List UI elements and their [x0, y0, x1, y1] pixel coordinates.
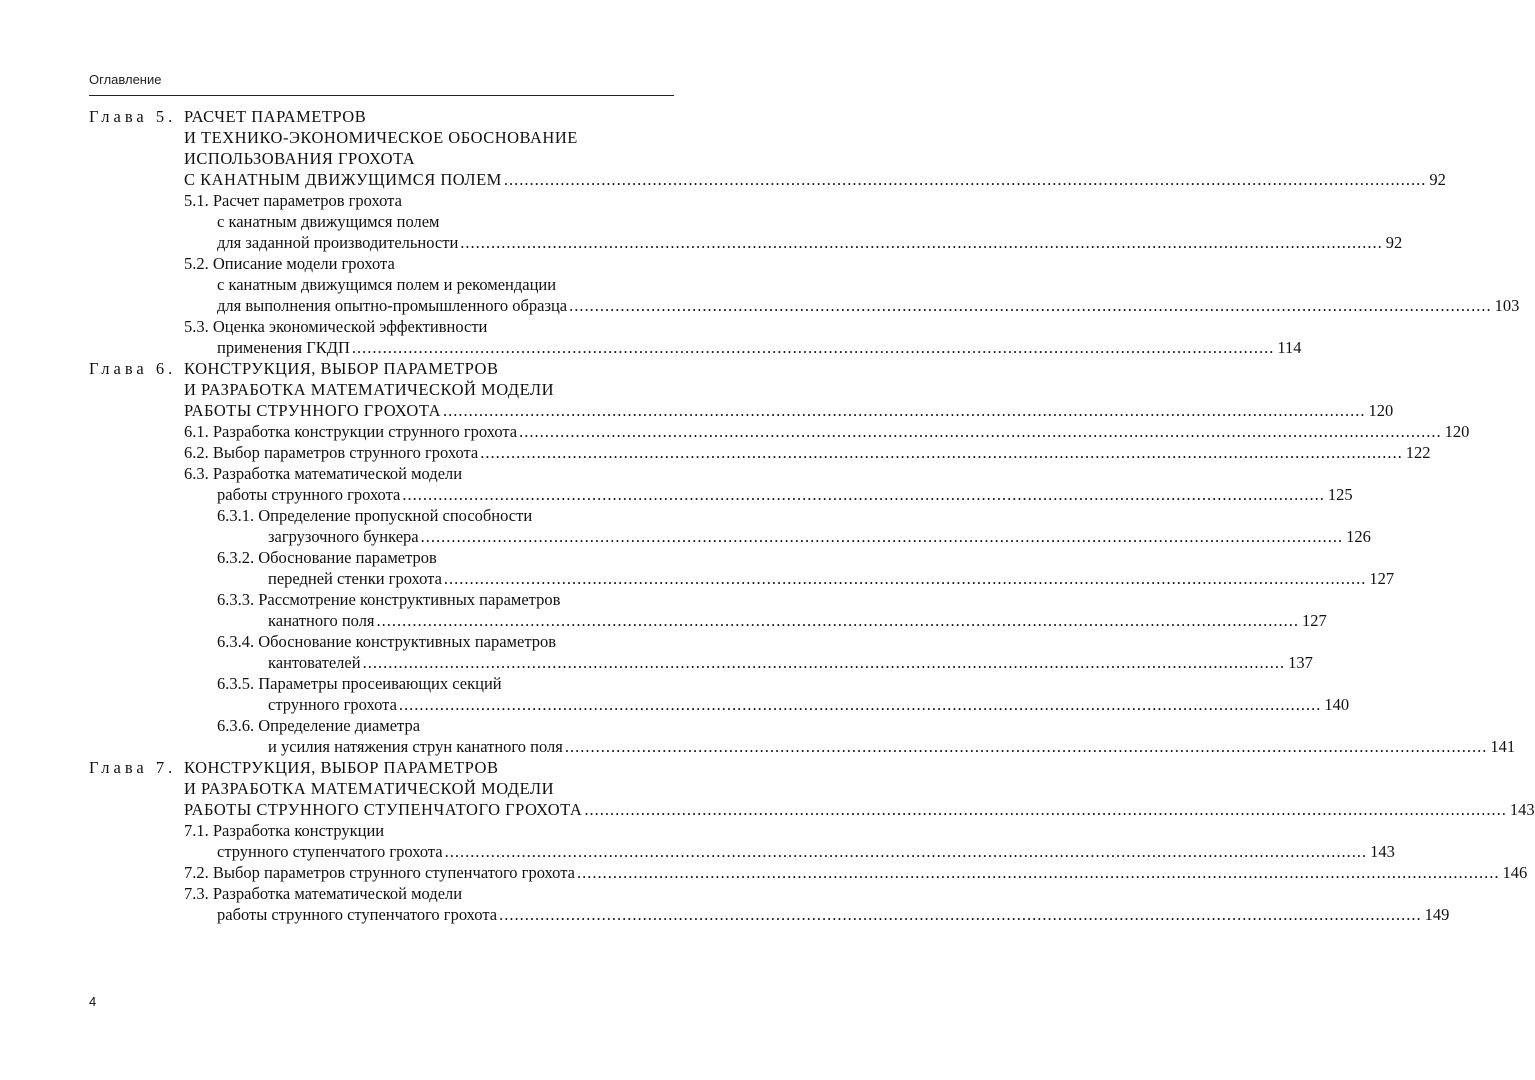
subsection-6-3-1-page: 126 — [1346, 527, 1371, 546]
section-5-3-page: 114 — [1277, 338, 1302, 357]
section-7-1-entry[interactable] — [217, 841, 1395, 862]
dot-leader: .................................................................................................................................................................................... — [564, 737, 1488, 756]
chapter-5-title-line: ИСПОЛЬЗОВАНИЯ ГРОХОТА — [184, 149, 416, 168]
section-5-1-line: с канатным движущимся полем — [217, 212, 440, 231]
section-5-1-page: 92 — [1385, 233, 1403, 252]
section-7-1-line: струнного ступенчатого грохота — [217, 842, 443, 861]
section-5-1-entry[interactable] — [217, 232, 1403, 253]
dot-leader: .................................................................................................................................................................................... — [460, 233, 1383, 252]
subsection-6-3-3-line: канатного поля — [268, 611, 375, 630]
chapter-5-label: Глава 5. — [89, 107, 177, 126]
dot-leader: .................................................................................................................................................................................... — [569, 296, 1492, 315]
section-6-3-line: 6.3. Разработка математической модели — [184, 464, 463, 483]
subsection-6-3-3-line: 6.3.3. Рассмотрение конструктивных параметров — [217, 590, 561, 609]
chapter-5-title-line: И ТЕХНИКО-ЭКОНОМИЧЕСКОЕ ОБОСНОВАНИЕ — [184, 128, 578, 147]
section-7-3-line: 7.3. Разработка математической модели — [184, 884, 463, 903]
chapter-6-title-line: КОНСТРУКЦИЯ, ВЫБОР ПАРАМЕТРОВ — [184, 359, 499, 378]
section-7-1-line: 7.1. Разработка конструкции — [184, 821, 385, 840]
subsection-6-3-5-entry[interactable] — [268, 694, 1350, 715]
section-5-2-line: 5.2. Описание модели грохота — [184, 254, 395, 273]
section-5-3-line: применения ГКДП — [217, 338, 350, 357]
dot-leader: .................................................................................................................................................................................... — [351, 338, 1275, 357]
chapter-5-page: 92 — [1429, 170, 1446, 189]
section-6-2-line: 6.2. Выбор параметров струнного грохота — [184, 443, 479, 462]
subsection-6-3-6-entry[interactable] — [268, 736, 1516, 757]
chapter-5-title-line: С КАНАТНЫМ ДВИЖУЩИМСЯ ПОЛЕМ — [184, 170, 502, 189]
subsection-6-3-1-line: загрузочного бункера — [268, 527, 419, 546]
section-7-3-page: 149 — [1424, 905, 1450, 924]
subsection-6-3-3-page: 127 — [1302, 611, 1327, 630]
section-6-1-page: 120 — [1444, 422, 1470, 441]
section-6-1-entry[interactable] — [184, 421, 1470, 442]
chapter-7-page: 143 — [1509, 800, 1535, 819]
section-7-2-entry[interactable] — [184, 862, 1528, 883]
section-5-2-entry[interactable] — [217, 295, 1520, 316]
chapter-7-title-line: КОНСТРУКЦИЯ, ВЫБОР ПАРАМЕТРОВ — [184, 758, 499, 777]
subsection-6-3-6-line: 6.3.6. Определение диаметра — [217, 716, 421, 735]
section-6-3-entry[interactable] — [217, 484, 1353, 505]
dot-leader: .................................................................................................................................................................................... — [584, 800, 1507, 819]
chapter-6-title-line: И РАЗРАБОТКА МАТЕМАТИЧЕСКОЙ МОДЕЛИ — [184, 380, 555, 399]
dot-leader: .................................................................................................................................................................................... — [499, 905, 1422, 924]
chapter-5-entry[interactable] — [184, 169, 1446, 190]
dot-leader: .................................................................................................................................................................................... — [519, 422, 1442, 441]
dot-leader: .................................................................................................................................................................................... — [376, 611, 1300, 630]
subsection-6-3-2-entry[interactable] — [268, 568, 1395, 589]
subsection-6-3-5-line: струнного грохота — [268, 695, 397, 714]
section-6-3-page: 125 — [1327, 485, 1353, 504]
section-6-2-page: 122 — [1405, 443, 1431, 462]
section-7-3-line: работы струнного ступенчатого грохота — [217, 905, 498, 924]
dot-leader: .................................................................................................................................................................................... — [503, 170, 1427, 189]
subsection-6-3-4-line: кантователей — [268, 653, 361, 672]
section-5-3-line: 5.3. Оценка экономической эффективности — [184, 317, 488, 336]
section-7-2-page: 146 — [1502, 863, 1528, 882]
chapter-7-entry[interactable] — [184, 799, 1535, 820]
dot-leader: .................................................................................................................................................................................... — [420, 527, 1344, 546]
dot-leader: .................................................................................................................................................................................... — [443, 569, 1367, 588]
chapter-5-title-line: РАСЧЕТ ПАРАМЕТРОВ — [184, 107, 367, 126]
subsection-6-3-2-line: 6.3.2. Обоснование параметров — [217, 548, 437, 567]
dot-leader: .................................................................................................................................................................................... — [480, 443, 1403, 462]
subsection-6-3-1-entry[interactable] — [268, 526, 1371, 547]
subsection-6-3-5-line: 6.3.5. Параметры просеивающих секций — [217, 674, 502, 693]
subsection-6-3-3-entry[interactable] — [268, 610, 1327, 631]
subsection-6-3-6-page: 141 — [1490, 737, 1516, 756]
subsection-6-3-1-line: 6.3.1. Определение пропускной способности — [217, 506, 533, 525]
chapter-6-title-line: РАБОТЫ СТРУННОГО ГРОХОТА — [184, 401, 442, 420]
subsection-6-3-2-page: 127 — [1369, 569, 1395, 588]
chapter-7-title-line: РАБОТЫ СТРУННОГО СТУПЕНЧАТОГО ГРОХОТА — [184, 800, 583, 819]
chapter-6-page: 120 — [1368, 401, 1394, 420]
section-5-2-line: с канатным движущимся полем и рекомендации — [217, 275, 557, 294]
chapter-6-entry[interactable] — [184, 400, 1394, 421]
subsection-6-3-6-line: и усилия натяжения струн канатного поля — [268, 737, 563, 756]
page-number: 4 — [89, 994, 97, 1009]
subsection-6-3-2-line: передней стенки грохота — [268, 569, 442, 588]
chapter-7-title-line: И РАЗРАБОТКА МАТЕМАТИЧЕСКОЙ МОДЕЛИ — [184, 779, 555, 798]
section-5-1-line: для заданной производительности — [217, 233, 459, 252]
chapter-6-label: Глава 6. — [89, 359, 177, 378]
section-6-2-entry[interactable] — [184, 442, 1431, 463]
section-7-1-page: 143 — [1370, 842, 1395, 861]
dot-leader: .................................................................................................................................................................................... — [444, 842, 1368, 861]
dot-leader: .................................................................................................................................................................................... — [402, 485, 1325, 504]
dot-leader: .................................................................................................................................................................................... — [398, 695, 1322, 714]
section-6-1-line: 6.1. Разработка конструкции струнного грохота — [184, 422, 518, 441]
dot-leader: .................................................................................................................................................................................... — [362, 653, 1286, 672]
subsection-6-3-4-page: 137 — [1288, 653, 1313, 672]
subsection-6-3-4-entry[interactable] — [268, 652, 1313, 673]
section-6-3-line: работы струнного грохота — [217, 485, 401, 504]
subsection-6-3-5-page: 140 — [1324, 695, 1350, 714]
dot-leader: .................................................................................................................................................................................... — [443, 401, 1366, 420]
section-5-3-entry[interactable] — [217, 337, 1302, 358]
header-rule — [89, 95, 674, 96]
running-header: Оглавление — [89, 72, 162, 87]
section-5-2-line: для выполнения опытно-промышленного образца — [217, 296, 568, 315]
chapter-7-label: Глава 7. — [89, 758, 177, 777]
dot-leader: .................................................................................................................................................................................... — [576, 863, 1500, 882]
section-5-2-page: 103 — [1494, 296, 1520, 315]
subsection-6-3-4-line: 6.3.4. Обоснование конструктивных параметров — [217, 632, 557, 651]
section-7-2-line: 7.2. Выбор параметров струнного ступенчатого грохота — [184, 863, 575, 882]
section-7-3-entry[interactable] — [217, 904, 1450, 925]
section-5-1-line: 5.1. Расчет параметров грохота — [184, 191, 402, 210]
